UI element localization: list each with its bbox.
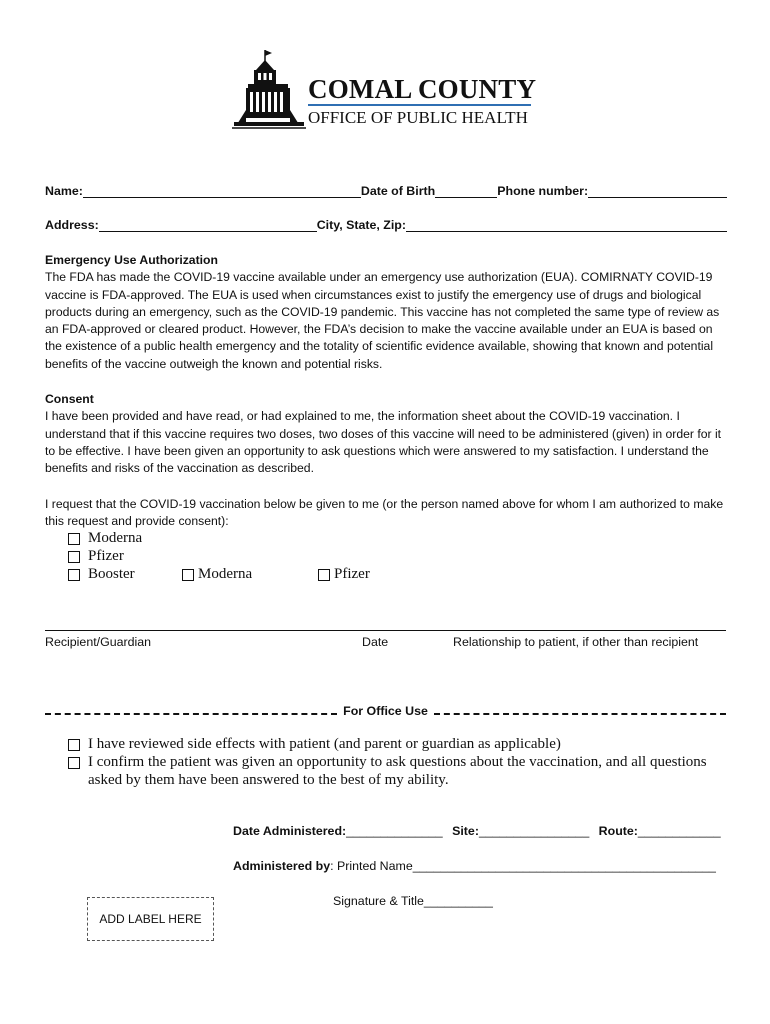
route-label: Route: — [598, 824, 638, 838]
checkbox-icon[interactable] — [68, 551, 80, 563]
date-administered-label: Date Administered: — [233, 824, 347, 838]
checkbox-questions[interactable] — [68, 753, 728, 789]
eua-body: The FDA has made the COVID-19 vaccine available under an emergency use authorization (EUA). COMIRNATY COVID-19 vaccine is FDA-approved. The EUA is used when circumstances exist to justify the emergency use of drugs and biological products during an emergency, such as the COVID-19 pandemic. This vaccine has not completed the same type of review as an FDA-approved or cleared product. However, the FDA’s decision to make the vaccine available under an EUA is based on the existence of a public health emergency and the totality of scientific evidence available, showing that known and potential benefits of the vaccine outweigh the known and potential risks. — [45, 270, 720, 371]
city-field[interactable] — [406, 219, 727, 232]
moderna-label: Moderna — [88, 530, 143, 546]
consent-request: I request that the COVID-19 vaccination below be given to me (or the person named above for whom I am authorized to make this request and provide consent): — [45, 497, 724, 529]
route-field[interactable]: ____________ — [637, 824, 721, 838]
date-administered-field[interactable]: ______________ — [346, 824, 443, 838]
dob-label: Date of Birth — [360, 184, 436, 198]
address-field[interactable] — [99, 219, 317, 232]
booster-moderna-label: Moderna — [198, 566, 253, 582]
site-field[interactable]: ________________ — [478, 824, 590, 838]
questions-text: I confirm the patient was given an opportunity to ask questions about the vaccination, and all questions asked by them have been answered to the best of my ability. — [88, 754, 707, 788]
dob-field[interactable] — [435, 185, 497, 198]
org-name: COMAL COUNTY — [308, 74, 537, 104]
courthouse-icon — [232, 48, 312, 130]
consent-section — [45, 391, 729, 477]
checkbox-side-effects[interactable] — [68, 735, 728, 753]
printed-name-field[interactable]: ____________________________________________ — [412, 859, 716, 873]
name-label: Name: — [45, 184, 83, 198]
divider-dashes-left — [45, 707, 337, 715]
checkbox-icon[interactable] — [68, 739, 80, 751]
office-use-divider — [45, 704, 726, 718]
logo-rule — [308, 104, 531, 106]
city-label: City, State, Zip: — [316, 218, 406, 232]
administered-by-label: Administered by — [233, 859, 331, 873]
divider-dashes-right — [434, 707, 726, 715]
date-label: Date — [362, 635, 389, 649]
office-use-label: For Office Use — [343, 704, 428, 718]
site-label: Site: — [452, 824, 479, 838]
checkbox-moderna[interactable] — [68, 530, 142, 547]
eua-section — [45, 252, 729, 373]
checkbox-icon[interactable] — [182, 569, 194, 581]
checkbox-icon[interactable] — [318, 569, 330, 581]
printed-name-label: : Printed Name — [330, 859, 413, 873]
signature-title-row — [333, 894, 493, 908]
address-row — [45, 218, 727, 232]
phone-field[interactable] — [588, 185, 727, 198]
relationship-label: Relationship to patient, if other than recipient — [453, 635, 699, 649]
county-logo — [232, 48, 542, 130]
personal-info-row — [45, 184, 727, 198]
name-field[interactable] — [83, 185, 361, 198]
administration-row — [233, 824, 721, 838]
signature-title-label: Signature & Title — [333, 894, 424, 908]
checkbox-booster-moderna[interactable] — [182, 566, 252, 583]
checkbox-booster[interactable] — [68, 566, 135, 583]
side-effects-text: I have reviewed side effects with patient (and parent or guardian as applicable) — [88, 736, 561, 752]
org-subtitle: OFFICE OF PUBLIC HEALTH — [308, 108, 528, 127]
signature-title-field[interactable]: __________ — [423, 894, 493, 908]
label-box-text: ADD LABEL HERE — [99, 912, 202, 926]
checkbox-booster-pfizer[interactable] — [318, 566, 370, 583]
eua-heading: Emergency Use Authorization — [45, 253, 218, 267]
address-label: Address: — [45, 218, 99, 232]
consent-heading: Consent — [45, 392, 94, 406]
administered-by-row — [233, 859, 716, 873]
signature-line[interactable] — [45, 630, 726, 631]
recipient-label: Recipient/Guardian — [45, 635, 152, 649]
pfizer-label: Pfizer — [88, 548, 124, 564]
checkbox-icon[interactable] — [68, 757, 80, 769]
checkbox-icon[interactable] — [68, 533, 80, 545]
phone-label: Phone number: — [497, 184, 589, 198]
checkbox-pfizer[interactable] — [68, 548, 124, 565]
consent-body: I have been provided and have read, or had explained to me, the information sheet about the COVID-19 vaccination. I understand that if this vaccine requires two doses, two doses of this vaccine will need to be administered (given) in order for it to be effective. I have been given an opportunity to ask questions which were answered to my satisfaction. I understand the benefits and risks of the vaccination as described. — [45, 409, 722, 476]
booster-pfizer-label: Pfizer — [334, 566, 370, 582]
label-box — [87, 897, 214, 941]
booster-label: Booster — [88, 566, 135, 582]
checkbox-icon[interactable] — [68, 569, 80, 581]
